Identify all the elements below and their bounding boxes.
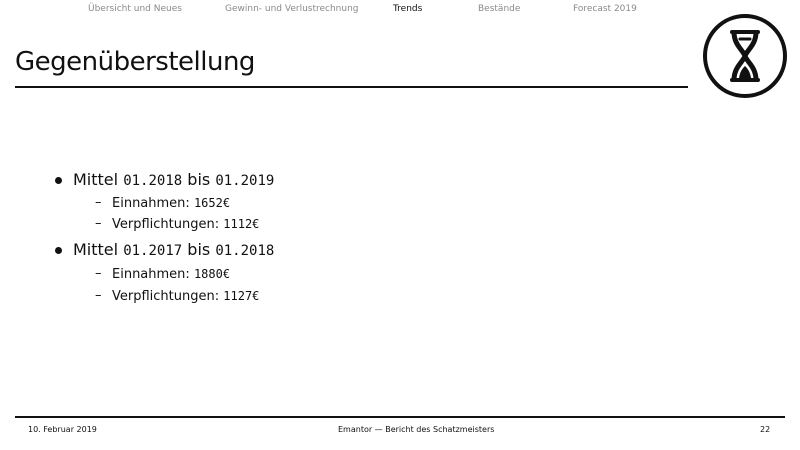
footer-title: Emantor — Bericht des Schatzmeisters	[338, 425, 495, 434]
bullet-text	[73, 168, 274, 193]
bullet-dot	[55, 177, 62, 184]
item-label: Einnahmen:	[112, 196, 190, 211]
item-value: 1652€	[193, 196, 231, 210]
period-start: 01.2018	[123, 173, 183, 189]
slide-title: Gegenüberstellung	[15, 47, 255, 77]
nav-item-gewinn-und-verlustrechnung[interactable]: Gewinn- und Verlustrechnung	[225, 4, 359, 14]
sub-bullet-dash: –	[95, 288, 102, 303]
sub-bullet-dash: –	[95, 266, 102, 281]
item-label: Einnahmen:	[112, 267, 190, 282]
nav-item-bestaende[interactable]: Bestände	[478, 4, 521, 14]
period-end: 01.2018	[215, 243, 275, 259]
nav-item-trends[interactable]: Trends	[393, 4, 423, 14]
item-value: 1112€	[223, 217, 260, 231]
bullet-prefix: Mittel	[73, 170, 119, 189]
sub-bullet-text	[112, 286, 259, 307]
item-label: Verpflichtungen:	[112, 289, 220, 304]
bullet-dot	[55, 247, 62, 254]
sub-bullet-text	[112, 193, 230, 214]
period-connector: bis	[187, 170, 211, 189]
bullet-prefix: Mittel	[73, 240, 119, 259]
footer-date: 10. Februar 2019	[28, 425, 97, 434]
sub-bullet-dash: –	[95, 216, 102, 231]
sub-bullet-dash: –	[95, 195, 102, 210]
sub-bullet-text	[112, 264, 230, 285]
sub-bullet-text	[112, 214, 259, 235]
item-value: 1880€	[193, 267, 231, 281]
nav-item-uebersicht[interactable]: Übersicht und Neues	[88, 4, 182, 14]
period-connector: bis	[187, 240, 211, 259]
period-end: 01.2019	[215, 173, 275, 189]
period-start: 01.2017	[123, 243, 183, 259]
footer-divider	[15, 416, 785, 418]
item-value: 1127€	[223, 289, 260, 303]
nav-item-forecast-2019[interactable]: Forecast 2019	[573, 4, 637, 14]
item-label: Verpflichtungen:	[112, 217, 220, 232]
page-number: 22	[760, 425, 771, 434]
bullet-text	[73, 238, 274, 263]
